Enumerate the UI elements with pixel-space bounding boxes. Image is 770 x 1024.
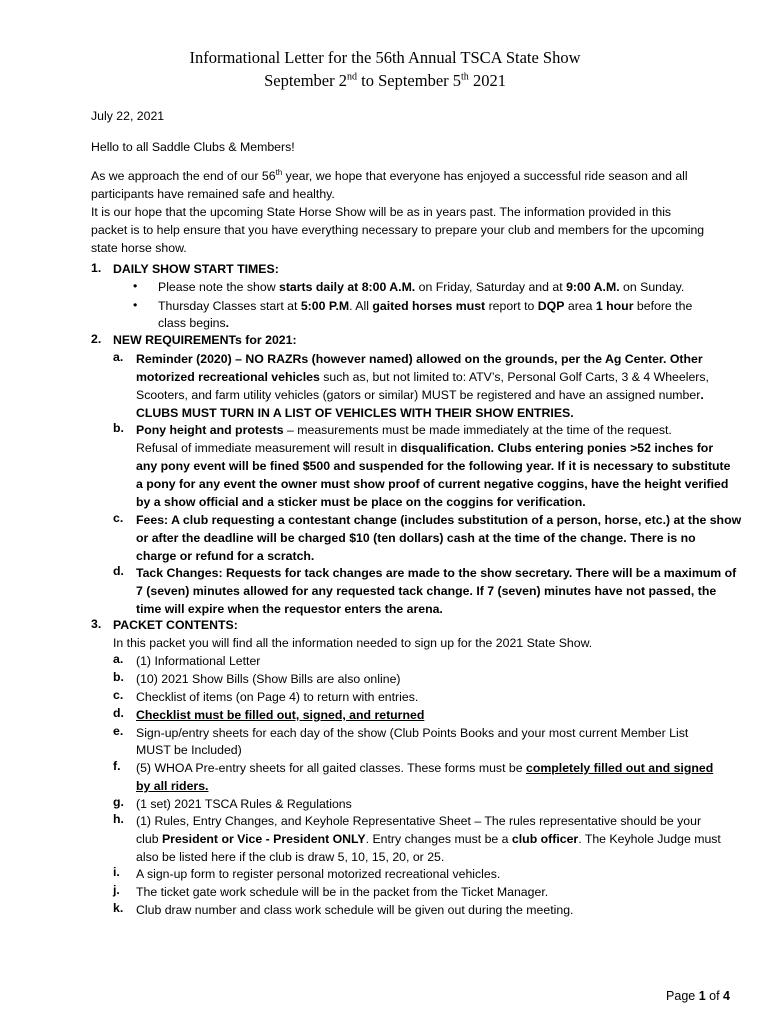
list-letter: d. (113, 564, 124, 578)
intro-line: It is our hope that the upcoming State Horse Show will be as in years past. The information provided in this (91, 205, 672, 219)
list-letter: k. (113, 901, 124, 915)
list-letter: g. (113, 795, 124, 809)
list-item-continuation: club President or Vice - President ONLY. Entry changes must be a club officer. The Keyhole Judge must (136, 832, 721, 846)
list-item-continuation: or after the deadline will be charged $10 (ten dollars) cash at the time of the change. There is no (136, 531, 696, 545)
list-letter: b. (113, 421, 124, 435)
list-item: Checklist must be filled out, signed, and returned (136, 708, 425, 722)
list-letter: i. (113, 865, 120, 879)
greeting: Hello to all Saddle Clubs & Members! (91, 140, 295, 154)
list-letter: a. (113, 350, 124, 364)
section-number: 3. (91, 617, 102, 631)
list-item-continuation: CLUBS MUST TURN IN A LIST OF VEHICLES WITH THEIR SHOW ENTRIES. (136, 406, 574, 420)
intro-line: state horse show. (91, 241, 187, 255)
list-item: Club draw number and class work schedule will be given out during the meeting. (136, 903, 574, 917)
section-heading: DAILY SHOW START TIMES: (113, 262, 279, 276)
list-item: The ticket gate work schedule will be in the packet from the Ticket Manager. (136, 885, 549, 899)
intro-line: As we approach the end of our 56th year, we hope that everyone has enjoyed a successful ride season and all (91, 167, 688, 183)
bullet-icon: • (133, 298, 138, 312)
list-item-continuation: any pony event will be fined $500 and suspended for the following year. If it is necessary to substitute (136, 459, 731, 473)
list-letter: j. (113, 883, 120, 897)
list-item: (10) 2021 Show Bills (Show Bills are also online) (136, 672, 401, 686)
list-item-continuation: also be listed here if the club is draw 5, 10, 15, 20, or 25. (136, 850, 445, 864)
list-item-continuation: charge or refund for a scratch. (136, 549, 315, 563)
list-letter: c. (113, 688, 124, 702)
list-letter: c. (113, 511, 124, 525)
list-item: (1 set) 2021 TSCA Rules & Regulations (136, 797, 352, 811)
list-letter: d. (113, 706, 124, 720)
list-item: Pony height and protests – measurements must be made immediately at the time of the request. (136, 423, 672, 437)
list-item-continuation: by a show official and a sticker must be place on the coggins for verification. (136, 495, 586, 509)
list-letter: b. (113, 670, 124, 684)
list-item: (5) WHOA Pre-entry sheets for all gaited classes. These forms must be completely filled out and signed (136, 761, 714, 775)
page-title: Informational Letter for the 56th Annual TSCA State Show (189, 48, 581, 67)
list-item-continuation: a pony for any event the owner must show proof of current negative coggins, have the height verified (136, 477, 729, 491)
bullet-icon: • (133, 279, 138, 293)
intro-line: packet is to help ensure that you have everything necessary to prepare your club and members for the upcoming (91, 223, 705, 237)
list-item-continuation: Refusal of immediate measurement will result in disqualification. Clubs entering ponies >52 inches for (136, 441, 714, 455)
section-heading: NEW REQUIREMENTs for 2021: (113, 333, 297, 347)
list-item-continuation: class begins. (158, 316, 230, 330)
list-item: (1) Rules, Entry Changes, and Keyhole Representative Sheet – The rules representative should be your (136, 814, 702, 828)
list-item: (1) Informational Letter (136, 654, 261, 668)
list-item-continuation: 7 (seven) minutes allowed for any requested tack change. If 7 (seven) minutes have not passed, the (136, 584, 717, 598)
list-item: Please note the show starts daily at 8:00 A.M. on Friday, Saturday and at 9:00 A.M. on Sunday. (158, 280, 685, 294)
list-item: Checklist of items (on Page 4) to return with entries. (136, 690, 419, 704)
list-item-continuation: time will expire when the requestor enters the arena. (136, 602, 443, 616)
list-item: Tack Changes: Requests for tack changes are made to the show secretary. There will be a maximum of (136, 566, 737, 580)
list-letter: e. (113, 724, 124, 738)
page-subtitle: September 2nd to September 5th 2021 (264, 71, 506, 90)
list-letter: h. (113, 812, 124, 826)
list-letter: a. (113, 652, 124, 666)
list-item-continuation: motorized recreational vehicles such as, but not limited to: ATV’s, Personal Golf Carts, 3 & 4 Wheelers, (136, 370, 709, 384)
section-number: 1. (91, 261, 102, 275)
letter-date: July 22, 2021 (91, 109, 165, 123)
intro-line: participants have remained safe and healthy. (91, 187, 335, 201)
list-item: A sign-up form to register personal motorized recreational vehicles. (136, 867, 501, 881)
list-item-continuation: MUST be Included) (136, 743, 242, 757)
list-item-continuation: Scooters, and farm utility vehicles (gators or similar) MUST be registered and have an assigned number. (136, 388, 704, 402)
list-letter: f. (113, 759, 121, 773)
list-item: Reminder (2020) – NO RAZRs (however named) allowed on the grounds, per the Ag Center. Other (136, 352, 703, 366)
page-number: Page 1 of 4 (666, 989, 730, 1003)
list-item: Sign-up/entry sheets for each day of the show (Club Points Books and your most current Member List (136, 726, 689, 740)
section-number: 2. (91, 332, 102, 346)
list-item-continuation: by all riders. (136, 779, 209, 793)
section-heading: PACKET CONTENTS: (113, 618, 238, 632)
list-item: Fees: A club requesting a contestant change (includes substitution of a person, horse, etc.) at the show (136, 513, 742, 527)
list-item: Thursday Classes start at 5:00 P.M. All gaited horses must report to DQP area 1 hour before the (158, 299, 693, 313)
section-intro: In this packet you will find all the information needed to sign up for the 2021 State Show. (113, 636, 593, 650)
